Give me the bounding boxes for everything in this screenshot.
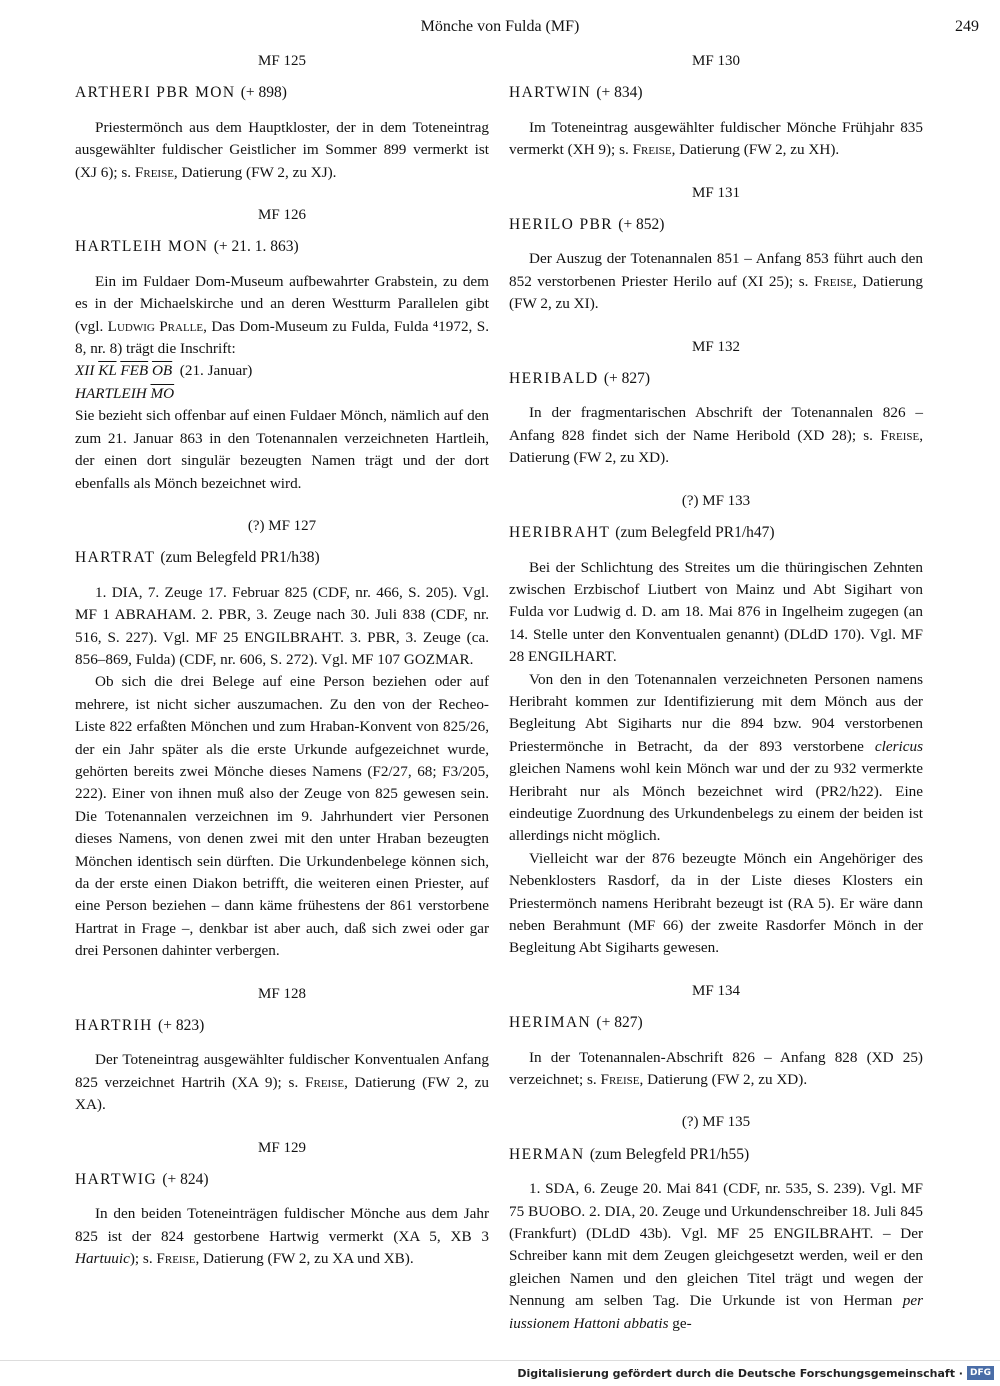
text-run: (21. Januar) [172, 362, 253, 380]
text-run: 1. SDA, 6. Zeuge 20. Mai 841 (CDF, nr. 535, S. 239). Vgl. MF 75 BUOBO. 2. DIA, 20. Zeuge und Urkundenschreiber 18. Juli 845 (Frankfurt) (DLdD 43b). Vgl. MF 25 ENGILBRAHT. – Der Schreiber kann mit dem Zeugen gleichgesetzt werden, weil er den gleichen Namen und den gleichen Titel trägt und wegen der Nennung am selben Tag. Die Urkunde ist von Herman [509, 1180, 923, 1310]
dfg-logo: DFG [967, 1366, 994, 1380]
entry-heading [75, 236, 489, 258]
entry-mf130 [509, 50, 923, 162]
entry-name: HERMAN [509, 1145, 585, 1163]
entry-text [75, 117, 489, 184]
entry-annotation: (zum Belegfeld PR1/h38) [160, 549, 320, 567]
entry-heading [75, 1169, 489, 1191]
author-name: Freise [156, 1250, 196, 1268]
entry-name: HERIBALD [509, 370, 599, 388]
entry-text: 1. DIA, 7. Zeuge 17. Februar 825 (CDF, nr. 466, S. 205). Vgl. MF 1 ABRAHAM. 2. PBR, 3. Zeuge nach 30. Juli 838 (CDF, nr. 516, S. 227). Vgl. MF 25 ENGILBRAHT. 3. PBR, 3. Zeuge (ca. 856–869, Fulda) (CDF, nr. 606, S. 272). Vgl. MF 107 GOZMAR. [75, 583, 489, 668]
right-column [509, 50, 923, 1335]
abbrev: $\overline{KL}$ [98, 362, 117, 380]
text-run: Priestermönch aus dem Hauptkloster, der in dem Toteneintrag ausgewählter fuldischer Geistlicher im Sommer 899 vermerkt ist (XJ 6); s. [75, 118, 489, 181]
text-run: Im Toteneintrag ausgewählter fuldischer Mönche Frühjahr 835 vermerkt (XH 9); s. [509, 118, 923, 159]
entry-text [509, 402, 923, 469]
text-run: gleichen Namens wohl kein Mönch war und der zu 932 vermerkte Heribraht nur als Mönch bezeichnet wird (PR2/h22). Eine eindeutige Zuordnung des Urkundenbelegs zu einem der beiden ist allerdings nicht möglich. [509, 760, 923, 845]
entry-annotation: (+ 898) [240, 84, 287, 102]
entry-text [509, 1047, 923, 1092]
text-run: clericus [874, 737, 923, 755]
entry-text [509, 1178, 923, 1335]
entry-heading [75, 547, 489, 569]
text-run: Der Auszug der Totenannalen 851 – Anfang 853 führt auch den 852 verstorbenen Priester Herilo auf (XI 25); s. [509, 250, 923, 290]
entry-text: Bei der Schlichtung des Streites um die thüringischen Zehnten zwischen Erzbischof Liutbert von Mainz und Abt Sigihart von Fulda vor Ludwig d. D. am 18. Mai 876 in Ingelheim zugegen (an 14. Stelle unter den Konventualen genannt) (DLdD 170). Vgl. MF 28 ENGILHART. [509, 558, 923, 666]
abbrev: $\overline{MO}$ [150, 384, 175, 402]
entry-annotation: (+ 21. 1. 863) [213, 238, 299, 256]
entry-number: MF 128 [258, 985, 306, 1002]
author-name: Ludwig Pralle [107, 317, 204, 335]
entry-mf126 [75, 204, 489, 495]
entry-heading [509, 1144, 923, 1166]
author-name: Freise [632, 141, 672, 159]
text-run: Ein im Fuldaer Dom-Museum aufbewahrter Grabstein, zu dem es in der Michaelskirche und an deren Westturm Parallelen gibt (vgl. [75, 272, 489, 335]
entry-heading [509, 214, 923, 236]
text-run: per iussionem Hattoni abbatis [509, 1292, 923, 1332]
text-run: ); s. [129, 1250, 157, 1268]
entry-number: MF 132 [692, 338, 740, 355]
entry-name: HARTLEIH MON [75, 238, 209, 256]
entry-heading [509, 82, 923, 104]
entry-annotation: (+ 834) [596, 84, 643, 102]
entry-text [509, 117, 923, 162]
entry-number: (?) MF 135 [681, 1114, 751, 1131]
entry-name: HARTWIN [509, 84, 592, 102]
entry-name: HARTRIH [75, 1017, 153, 1035]
entry-text: Ob sich die drei Belege auf eine Person beziehen oder auf mehrere, ist nicht sicher auszumachen. Zu den von der Recheo-Liste 822 erfaßten Mönchen und zum Hraban-Konvent von 825/26, der ein Jahr später als die erste Urkunde aufgezeichnet wurde, gehörten bereits zwei Mönche dieses Namens (F2/27, 68; F3/205, 222). Einer von ihnen muß also der Zeuge von 825 gewesen sein. Die Totenannalen verzeichnen im 9. Jahrhundert vier Personen dieses Namens, von denen zwei mit den unter Hraban bezeugten Mönchen identisch sein dürften. Die Urkundenbelege können sich, da der erste einen Diakon betrifft, die weiteren einen Priester, auf eine Person beziehen – dann käme frühestens der 861 verstorbene Hartrat in Frage –, denkbar ist aber auch, daß sich zwei oder gar drei Personen dahinter verbergen. [75, 673, 489, 960]
entry-mf134 [509, 980, 923, 1092]
entry-number: MF 134 [692, 982, 740, 999]
text-run: Hartuuic [75, 1250, 130, 1268]
entry-text [509, 248, 923, 315]
entry-name: HERIBRAHT [509, 524, 611, 542]
text-run: Von den in den Totenannalen verzeichneten Personen namens Heribraht kommen zur Identifizierung mit dem Mönch aus der Begleitung Abt Sigiharts nur die 894 bzw. 904 verstorbenen Priestermönche in Betracht, da der 893 verstorbene [509, 670, 923, 755]
entry-annotation: (+ 827) [596, 1014, 643, 1032]
page-number: 249 [955, 18, 979, 35]
text-run: HARTLEIH [75, 384, 151, 402]
text-run: , Datierung (FW 2, zu XI). [509, 272, 923, 313]
entry-name: HARTRAT [75, 549, 156, 567]
entry-mf131 [509, 182, 923, 316]
author-name: Freise [880, 426, 920, 444]
entry-text [509, 669, 923, 848]
entry-heading [75, 1015, 489, 1037]
text-run: , Datierung (FW 2, zu XD). [639, 1071, 808, 1089]
running-header: Mönche von Fulda (MF) [420, 18, 580, 35]
entry-number: (?) MF 127 [247, 517, 317, 534]
entry-text [75, 271, 489, 361]
entry-mf125 [75, 50, 489, 184]
entry-heading [509, 368, 923, 390]
digitization-footer [517, 1363, 994, 1383]
entry-name: ARTHERI PBR MON [75, 84, 236, 102]
text-run: , Datierung (FW 2, zu XA). [75, 1073, 489, 1114]
text-run: , Datierung (FW 2, zu XJ). [173, 163, 337, 181]
entry-mf132 [509, 336, 923, 470]
entry-annotation: (+ 823) [158, 1017, 205, 1035]
entry-annotation: (+ 824) [162, 1171, 209, 1189]
text-run: , Datierung (FW 2, zu XH). [671, 141, 840, 159]
entry-annotation: (+ 827) [603, 370, 651, 388]
entry-heading [509, 1012, 923, 1034]
entry-mf135 [509, 1111, 923, 1335]
author-name: Freise [305, 1073, 345, 1091]
entry-number: MF 129 [258, 1139, 306, 1156]
text-run: In der Totenannalen-Abschrift 826 – Anfang 828 (XD 25) verzeichnet; s. [509, 1048, 923, 1089]
entry-annotation: (zum Belegfeld PR1/h55) [589, 1145, 750, 1163]
entry-annotation: (+ 852) [618, 216, 665, 234]
text-run: , Datierung (FW 2, zu XA und XB). [195, 1250, 414, 1268]
author-name: Freise [600, 1071, 640, 1089]
entry-name: HERIMAN [509, 1014, 592, 1032]
inscription-line-2 [75, 383, 489, 405]
text-run: In der fragmentarischen Abschrift der Totenannalen 826 – Anfang 828 findet sich der Name Heribold (XD 28); s. [509, 404, 923, 444]
entry-name: HARTWIG [75, 1171, 158, 1189]
text-run: , Das Dom-Museum zu Fulda, Fulda ⁴1972, S. 8, nr. 8) trägt die Inschrift: [75, 317, 489, 358]
entry-mf128 [75, 983, 489, 1117]
entry-text [75, 1203, 489, 1270]
text-run: ge- [668, 1314, 692, 1332]
text-run: In den beiden Toteneinträgen fuldischer Mönche aus dem Jahr 825 ist der 824 gestorbene Hartwig vermerkt (XA 5, XB 3 [75, 1205, 489, 1245]
inscription-line-1 [75, 360, 489, 382]
entry-heading [509, 522, 923, 544]
entry-number: MF 125 [258, 53, 306, 69]
footer-divider [0, 1360, 1000, 1361]
entry-text [75, 1049, 489, 1116]
entry-number: MF 126 [258, 207, 306, 224]
entry-heading [75, 82, 489, 104]
footer-text: Digitalisierung gefördert durch die Deutsche Forschungsgemeinschaft · [517, 1366, 963, 1380]
entry-mf127 [75, 515, 489, 963]
abbrev: $\overline{FEB}$ [120, 362, 149, 380]
left-column [75, 50, 489, 1271]
entry-number: (?) MF 133 [681, 492, 751, 509]
abbrev: $\overline{OB}$ [151, 362, 173, 380]
entry-number: MF 131 [692, 184, 740, 201]
author-name: Freise [813, 272, 853, 290]
entry-text: Vielleicht war der 876 bezeugte Mönch ein Angehöriger des Nebenklosters Rasdorf, da in der Liste dieses Klosters ein Priestermönch namens Heribraht bezeugt ist (RA 5). Er wäre dann neben Berahmunt (MF 66) der zweite Rasdorfer Mönch in der Begleitung Abt Sigiharts gewesen. [509, 849, 923, 957]
entry-annotation: (zum Belegfeld PR1/h47) [615, 524, 775, 542]
entry-number: MF 130 [692, 53, 740, 69]
text-run: Der Toteneintrag ausgewählter fuldischer Konventualen Anfang 825 verzeichnet Hartrih (XA 9); s. [75, 1051, 489, 1091]
entry-name: HERILO PBR [509, 216, 613, 234]
entry-mf129 [75, 1137, 489, 1271]
entry-text: Sie bezieht sich offenbar auf einen Fuldaer Mönch, nämlich auf den zum 21. Januar 863 in den Totenannalen verzeichneten Hartleih, der einen dort singulär bezeugten Namen trägt und der dort ebenfalls als Mönch bezeichnet wird. [75, 407, 489, 492]
entry-mf133 [509, 490, 923, 960]
author-name: Freise [134, 163, 174, 181]
text-run: , Datierung (FW 2, zu XD). [509, 426, 923, 467]
text-run: XII [75, 362, 99, 380]
